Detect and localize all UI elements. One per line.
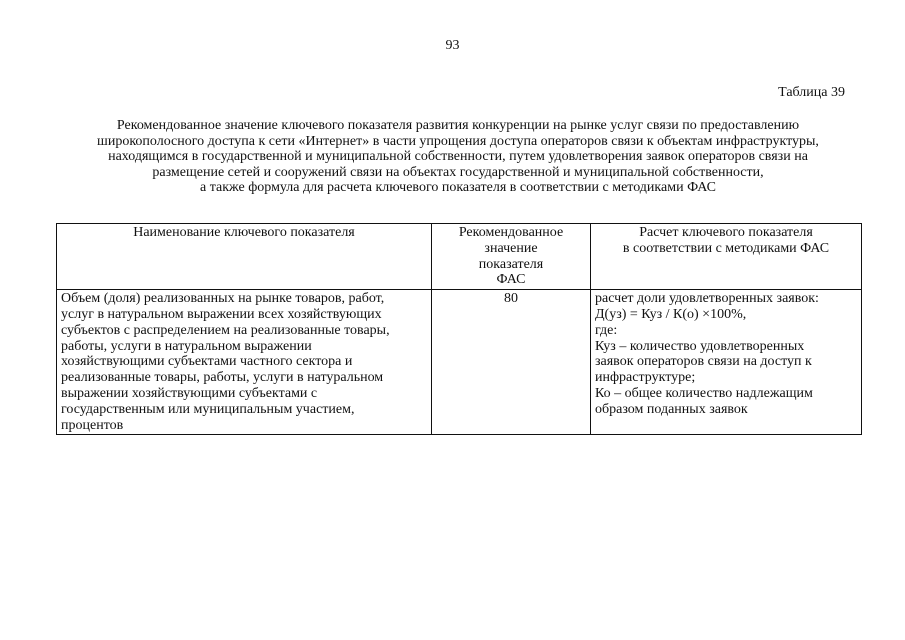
cell-line: где:	[595, 322, 618, 338]
page-number: 93	[445, 38, 460, 53]
title-line: Рекомендованное значение ключевого показателя развития конкуренции на рынке услуг связи по предоставлению	[116, 118, 800, 133]
cell-line: заявок операторов связи на доступ к	[595, 354, 812, 370]
recommended-value-cell: 80	[432, 290, 591, 435]
cell-line: процентов	[61, 417, 124, 433]
calculation-cell	[591, 290, 862, 435]
cell-line: Объем (доля) реализованных на рынке товаров, работ,	[61, 291, 385, 307]
title-line: размещение сетей и сооружений связи на объектах государственной и муниципальной собственности,	[152, 164, 764, 180]
indicator-table	[56, 223, 862, 435]
header-recommended-value	[432, 224, 591, 290]
header-line: показателя	[478, 256, 544, 272]
cell-line: субъектов с распределением на реализованные товары,	[61, 322, 390, 338]
header-line: значение	[484, 240, 538, 256]
header-calculation	[591, 224, 862, 290]
header-line: ФАС	[496, 272, 526, 288]
header-line: Расчет ключевого показателя	[639, 225, 813, 240]
title-line: находящимся в государственной и муниципальной собственности, путем удовлетворения заявок операторов связи на	[108, 149, 808, 164]
header-line: Рекомендованное	[458, 225, 564, 240]
indicator-name-cell	[57, 290, 432, 435]
header-indicator-name	[57, 224, 432, 290]
title-line: а также формула для расчета ключевого показателя в соответствии с методиками ФАС	[199, 180, 717, 195]
cell-line: Куз – количество удовлетворенных	[595, 338, 805, 354]
cell-line: услуг в натуральном выражении всех хозяйствующих	[61, 306, 382, 322]
table-row	[57, 290, 862, 435]
cell-line: выражении хозяйствующими субъектами с	[61, 385, 318, 401]
cell-line: Ко – общее количество надлежащим	[595, 385, 813, 401]
cell-line: хозяйствующими субъектами частного сектора и	[61, 354, 353, 370]
header-line: в соответствии с методиками ФАС	[622, 240, 830, 256]
cell-line: государственным или муниципальным участием,	[61, 401, 355, 417]
cell-line: Д(уз) = Куз / К(о) ×100%,	[595, 306, 747, 322]
cell-line: образом поданных заявок	[595, 401, 748, 417]
title-line: широкополосного доступа к сети «Интернет» в части упрощения доступа операторов связи к объектам инфраструктуры,	[97, 133, 819, 149]
cell-line: реализованные товары, работы, услуги в натуральном	[61, 370, 384, 386]
cell-line: инфраструктуре;	[595, 370, 696, 386]
document-title	[58, 118, 858, 196]
cell-line: расчет доли удовлетворенных заявок:	[595, 291, 819, 307]
cell-line: работы, услуги в натуральном выражении	[61, 338, 312, 354]
table-header-row	[57, 224, 862, 290]
table-label: Таблица 39	[778, 85, 845, 100]
header-line: Наименование ключевого показателя	[133, 225, 355, 240]
